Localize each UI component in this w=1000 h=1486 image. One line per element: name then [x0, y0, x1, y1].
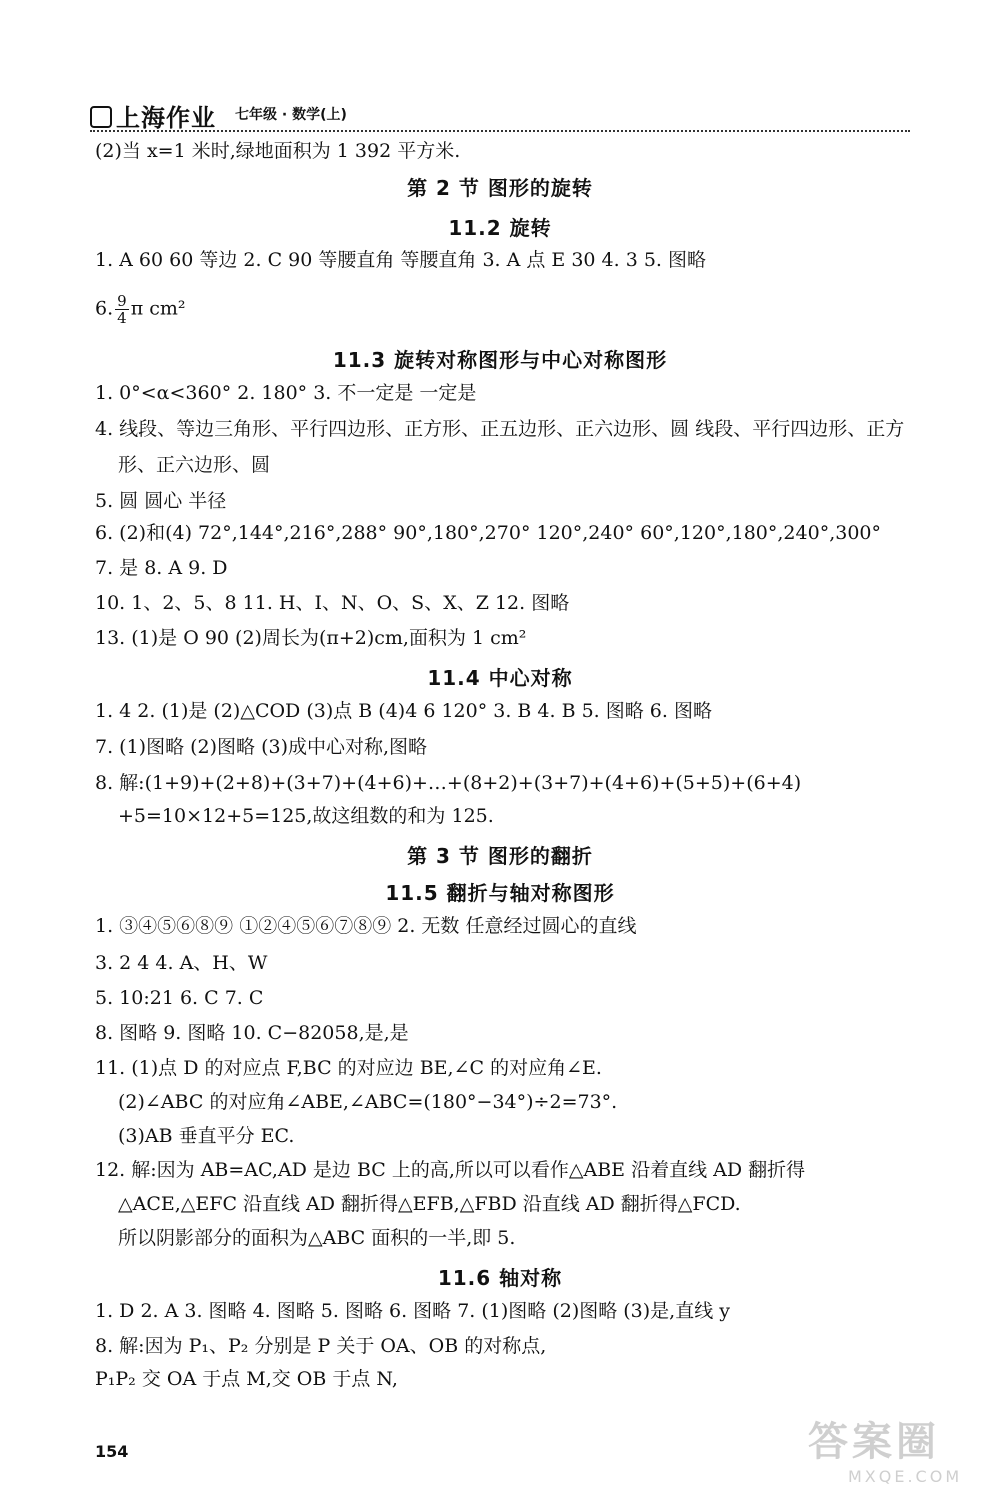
answer-line: 7. (1)图略 (2)图略 (3)成中心对称,图略: [95, 736, 428, 758]
book-icon: [90, 106, 112, 128]
header-divider: [90, 130, 910, 132]
subsection-heading: 11.5 翻折与轴对称图形: [385, 881, 615, 905]
subsection-heading: 11.2 旋转: [448, 216, 552, 240]
answer-line: (2)当 x=1 米时,绿地面积为 1 392 平方米.: [95, 140, 461, 162]
brand-title: [90, 98, 216, 133]
answer-line: 13. (1)是 O 90 (2)周长为(π+2)cm,面积为 1 cm²: [95, 627, 527, 649]
answer-line: 8. 解:因为 P₁、P₂ 分别是 P 关于 OA、OB 的对称点,: [95, 1335, 547, 1357]
answer-line: 11. (1)点 D 的对应点 F,BC 的对应边 BE,∠C 的对应角∠E.: [95, 1057, 602, 1079]
answer-line-fraction: 6. $\frac{9}{4}$ π cm²: [95, 292, 186, 327]
answer-line: 1. 0°<α<360° 2. 180° 3. 不一定是 一定是: [95, 382, 477, 404]
answer-line: 5. 10:21 6. C 7. C: [95, 987, 264, 1009]
answer-line: 1. A 60 60 等边 2. C 90 等腰直角 等腰直角 3. A 点 E 30 4. 3 5. 图略: [95, 249, 706, 271]
answer-line: △ACE,△EFC 沿直线 AD 翻折得△EFB,△FBD 沿直线 AD 翻折得△FCD.: [118, 1193, 741, 1215]
subsection-heading: 11.3 旋转对称图形与中心对称图形: [332, 348, 668, 372]
answer-line: 8. 图略 9. 图略 10. C−82058,是,是: [95, 1022, 409, 1044]
answer-line: 1. ③④⑤⑥⑧⑨ ①②④⑤⑥⑦⑧⑨ 2. 无数 任意经过圆心的直线: [95, 915, 637, 937]
fraction: $\frac{9}{4}$: [117, 292, 127, 327]
section-heading: 第 2 节 图形的旋转: [407, 176, 593, 200]
answer-line: (2)∠ABC 的对应角∠ABE,∠ABC=(180°−34°)÷2=73°.: [118, 1091, 618, 1113]
answer-line: 3. 2 4 4. A、H、W: [95, 952, 268, 974]
subsection-heading: 11.6 轴对称: [437, 1266, 563, 1290]
answer-line: 1. 4 2. (1)是 (2)△COD (3)点 B (4)4 6 120° 3. B 4. B 5. 图略 6. 图略: [95, 700, 712, 722]
answer-line: 8. 解:(1+9)+(2+8)+(3+7)+(4+6)+…+(8+2)+(3+7)+(4+6)+(5+5)+(6+4): [95, 772, 802, 794]
answer-line: 10. 1、2、5、8 11. H、I、N、O、S、X、Z 12. 图略: [95, 592, 570, 614]
section-heading: 第 3 节 图形的翻折: [407, 844, 593, 868]
answer-line: 7. 是 8. A 9. D: [95, 557, 228, 579]
answer-line: 6. (2)和(4) 72°,144°,216°,288° 90°,180°,270° 120°,240° 60°,120°,180°,240°,300°: [95, 522, 881, 544]
answer-line: 4. 线段、等边三角形、平行四边形、正方形、正五边形、正六边形、圆 线段、平行四边形、正方: [95, 418, 905, 440]
answer-line: 12. 解:因为 AB=AC,AD 是边 BC 上的高,所以可以看作△ABE 沿着直线 AD 翻折得: [95, 1159, 806, 1181]
answer-line: 形、正六边形、圆: [118, 454, 271, 476]
answer-line: 5. 圆 圆心 半径: [95, 490, 227, 512]
answer-line: 所以阴影部分的面积为△ABC 面积的一半,即 5.: [118, 1227, 516, 1249]
answer-line: P₁P₂ 交 OA 于点 M,交 OB 于点 N,: [95, 1368, 398, 1390]
page-number: 154: [95, 1442, 129, 1461]
watermark: 答案圈 MXQE.COM: [808, 1419, 963, 1486]
subsection-heading: 11.4 中心对称: [427, 666, 573, 690]
page-header: [90, 96, 910, 136]
answer-line: (3)AB 垂直平分 EC.: [118, 1125, 295, 1147]
header-subtitle: 七年级 · 数学(上): [235, 107, 347, 123]
answer-line: +5=10×12+5=125,故这组数的和为 125.: [118, 805, 494, 827]
answer-line: 1. D 2. A 3. 图略 4. 图略 5. 图略 6. 图略 7. (1)图略 (2)图略 (3)是,直线 y: [95, 1300, 730, 1322]
brand-text: 上海作业: [116, 104, 216, 132]
